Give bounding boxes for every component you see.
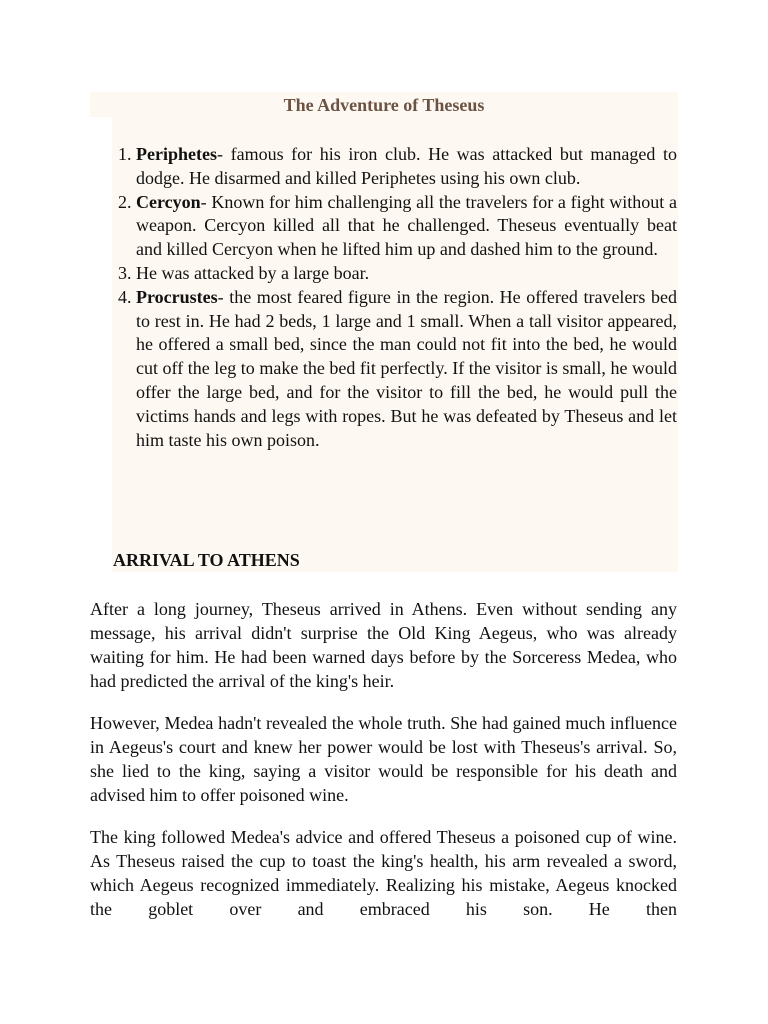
list-item (136, 262, 677, 286)
list-item (136, 191, 677, 262)
list-item-text: - famous for his iron club. He was attacked but managed to dodge. He disarmed and killed Periphetes using his own club. (136, 144, 677, 188)
section-heading: ARRIVAL TO ATHENS (113, 550, 300, 570)
list-item-text: - the most feared figure in the region. He offered travelers bed to rest in. He had 2 beds, 1 large and 1 small. When a tall visitor appeared, he offered a small bed, since the man could not fit into the bed, he would cut off the leg to make the bed fit perfectly. If the visitor is small, he would offer the large bed, and for the visitor to fill the bed, he would pull the victims hands and legs with ropes. But he was defeated by Theseus and let him taste his own poison. (136, 286, 677, 450)
shaded-section-margin (90, 117, 112, 572)
enemies-list (112, 143, 677, 452)
list-item (136, 143, 677, 191)
body-paragraph: The king followed Medea's advice and offered Theseus a poisoned cup of wine. As Theseus raised the cup to toast the king's health, his arm revealed a sword, which Aegeus recognized immediately. Realizing his mistake, Aegeus knocked the goblet over and embraced his son. He then (90, 827, 677, 919)
list-item-term: Periphetes (136, 144, 217, 164)
list-item-term: Procrustes (136, 286, 218, 307)
body-paragraph: After a long journey, Theseus arrived in Athens. Even without sending any message, his arrival didn't surprise the Old King Aegeus, who was already waiting for him. He had been warned days before by the Sorceress Medea, who had predicted the arrival of the king's heir. (90, 599, 677, 691)
list-item (136, 286, 677, 453)
list-item-text: He was attacked by a large boar. (136, 262, 370, 283)
body-paragraph: However, Medea hadn't revealed the whole truth. She had gained much influence in Aegeus's court and knew her power would be lost with Theseus's arrival. So, she lied to the king, saying a visitor would be responsible for his death and advised him to offer poisoned wine. (90, 713, 677, 805)
page-title: The Adventure of Theseus (283, 95, 485, 115)
list-item-text: - Known for him challenging all the travelers for a fight without a weapon. Cercyon killed all that he challenged. Theseus eventually beat and killed Cercyon when he lifted him up and dashed him to the ground. (136, 191, 677, 260)
list-item-term: Cercyon (136, 191, 201, 212)
